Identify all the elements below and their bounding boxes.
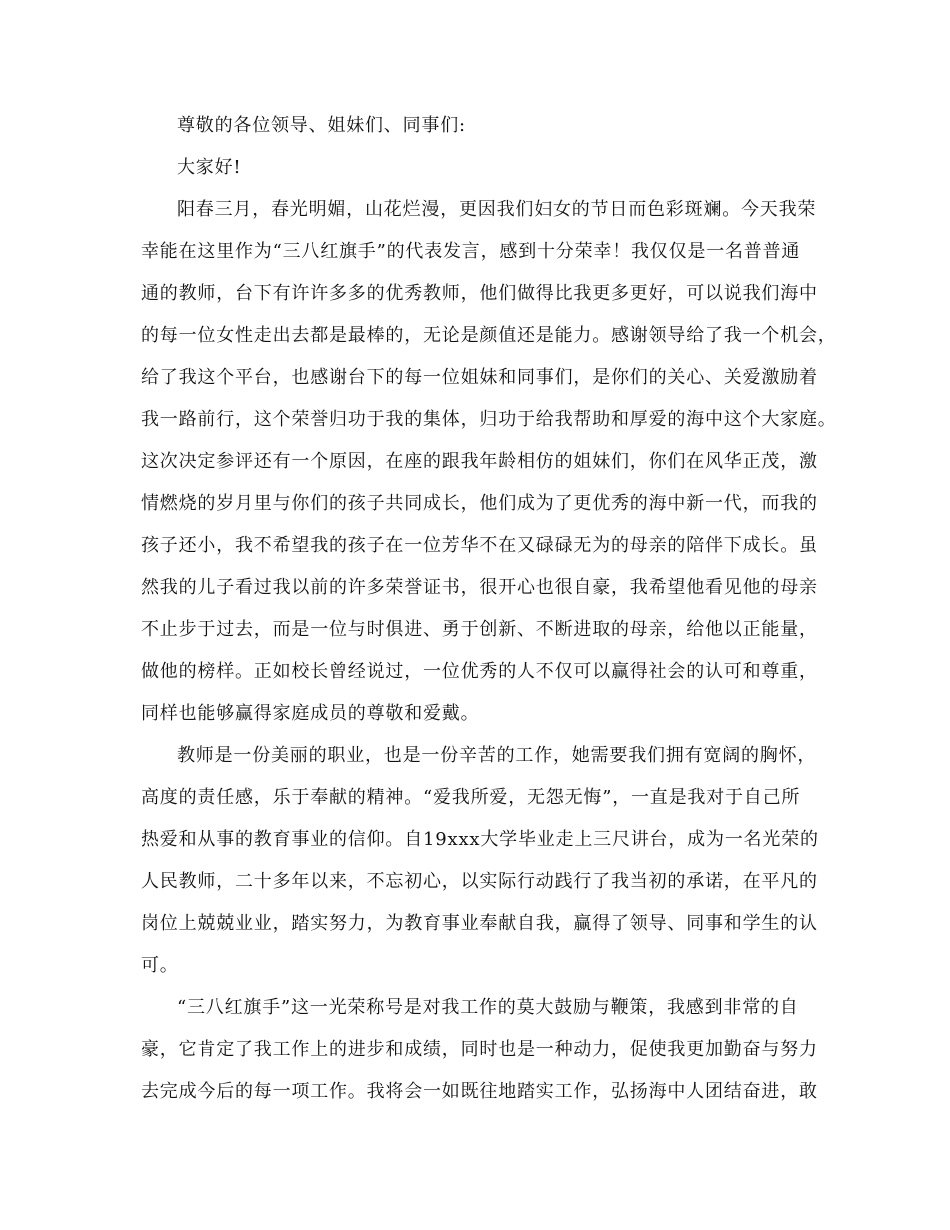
paragraph-1-line: 给了我这个平台，也感谢台下的每一位姐妹和同事们，是你们的关心、关爱激励着	[141, 367, 818, 388]
paragraph-2-line: 热爱和从事的教育事业的信仰。自19xxx大学毕业走上三尺讲台，成为一名光荣的	[141, 829, 819, 850]
greeting-line: 尊敬的各位领导、姐妹们、同事们:	[177, 115, 466, 136]
paragraph-2-line: 可。	[141, 955, 179, 976]
paragraph-2-line: 高度的责任感，乐于奉献的精神。“爱我所爱，无怨无悔”，一直是我对于自己所	[141, 787, 801, 808]
paragraph-2-line: 岗位上兢兢业业，踏实努力，为教育事业奉献自我，赢得了领导、同事和学生的认	[141, 913, 818, 934]
paragraph-1-line: 这次决定参评还有一个原因，在座的跟我年龄相仿的姐妹们，你们在风华正茂，激	[141, 451, 818, 472]
paragraph-3-line: 去完成今后的每一项工作。我将会一如既往地踏实工作，弘扬海中人团结奋进，敢	[141, 1081, 818, 1102]
paragraph-2-line: 教师是一份美丽的职业，也是一份辛苦的工作，她需要我们拥有宽阔的胸怀，	[177, 745, 817, 766]
paragraph-2-line: 人民教师，二十多年以来，不忘初心，以实际行动践行了我当初的承诺，在平凡的	[141, 871, 818, 892]
paragraph-1-line: 幸能在这里作为“三八红旗手”的代表发言，感到十分荣幸！我仅仅是一名普普通	[141, 241, 801, 262]
paragraph-1-line: 然我的儿子看过我以前的许多荣誉证书，很开心也很自豪，我希望他看见他的母亲	[141, 577, 818, 598]
paragraph-1-line: 通的教师，台下有许许多多的优秀教师，他们做得比我更多更好，可以说我们海中	[141, 283, 818, 304]
paragraph-1-line: 阳春三月，春光明媚，山花烂漫，更因我们妇女的节日而色彩斑斓。今天我荣	[177, 199, 817, 220]
paragraph-3-line: 豪，它肯定了我工作上的进步和成绩，同时也是一种动力，促使我更加勤奋与努力	[141, 1039, 818, 1060]
paragraph-1-line: 不止步于过去，而是一位与时俱进、勇于创新、不断进取的母亲，给他以正能量，	[141, 619, 818, 640]
paragraph-1-line: 我一路前行，这个荣誉归功于我的集体，归功于给我帮助和厚爱的海中这个大家庭。	[141, 409, 837, 430]
paragraph-1-line: 同样也能够赢得家庭成员的尊敬和爱戴。	[141, 703, 480, 724]
paragraph-1-line: 做他的榜样。正如校长曾经说过，一位优秀的人不仅可以赢得社会的认可和尊重，	[141, 661, 818, 682]
paragraph-3-line: “三八红旗手”这一光荣称号是对我工作的莫大鼓励与鞭策，我感到非常的自	[177, 997, 799, 1018]
salutation-line: 大家好!	[177, 157, 242, 178]
paragraph-1-line: 孩子还小，我不希望我的孩子在一位芳华不在又碌碌无为的母亲的陪伴下成长。虽	[141, 535, 818, 556]
paragraph-1-line: 情燃烧的岁月里与你们的孩子共同成长，他们成为了更优秀的海中新一代，而我的	[141, 493, 818, 514]
paragraph-1-line: 的每一位女性走出去都是最棒的，无论是颜值还是能力。感谢领导给了我一个机会，	[141, 325, 837, 346]
